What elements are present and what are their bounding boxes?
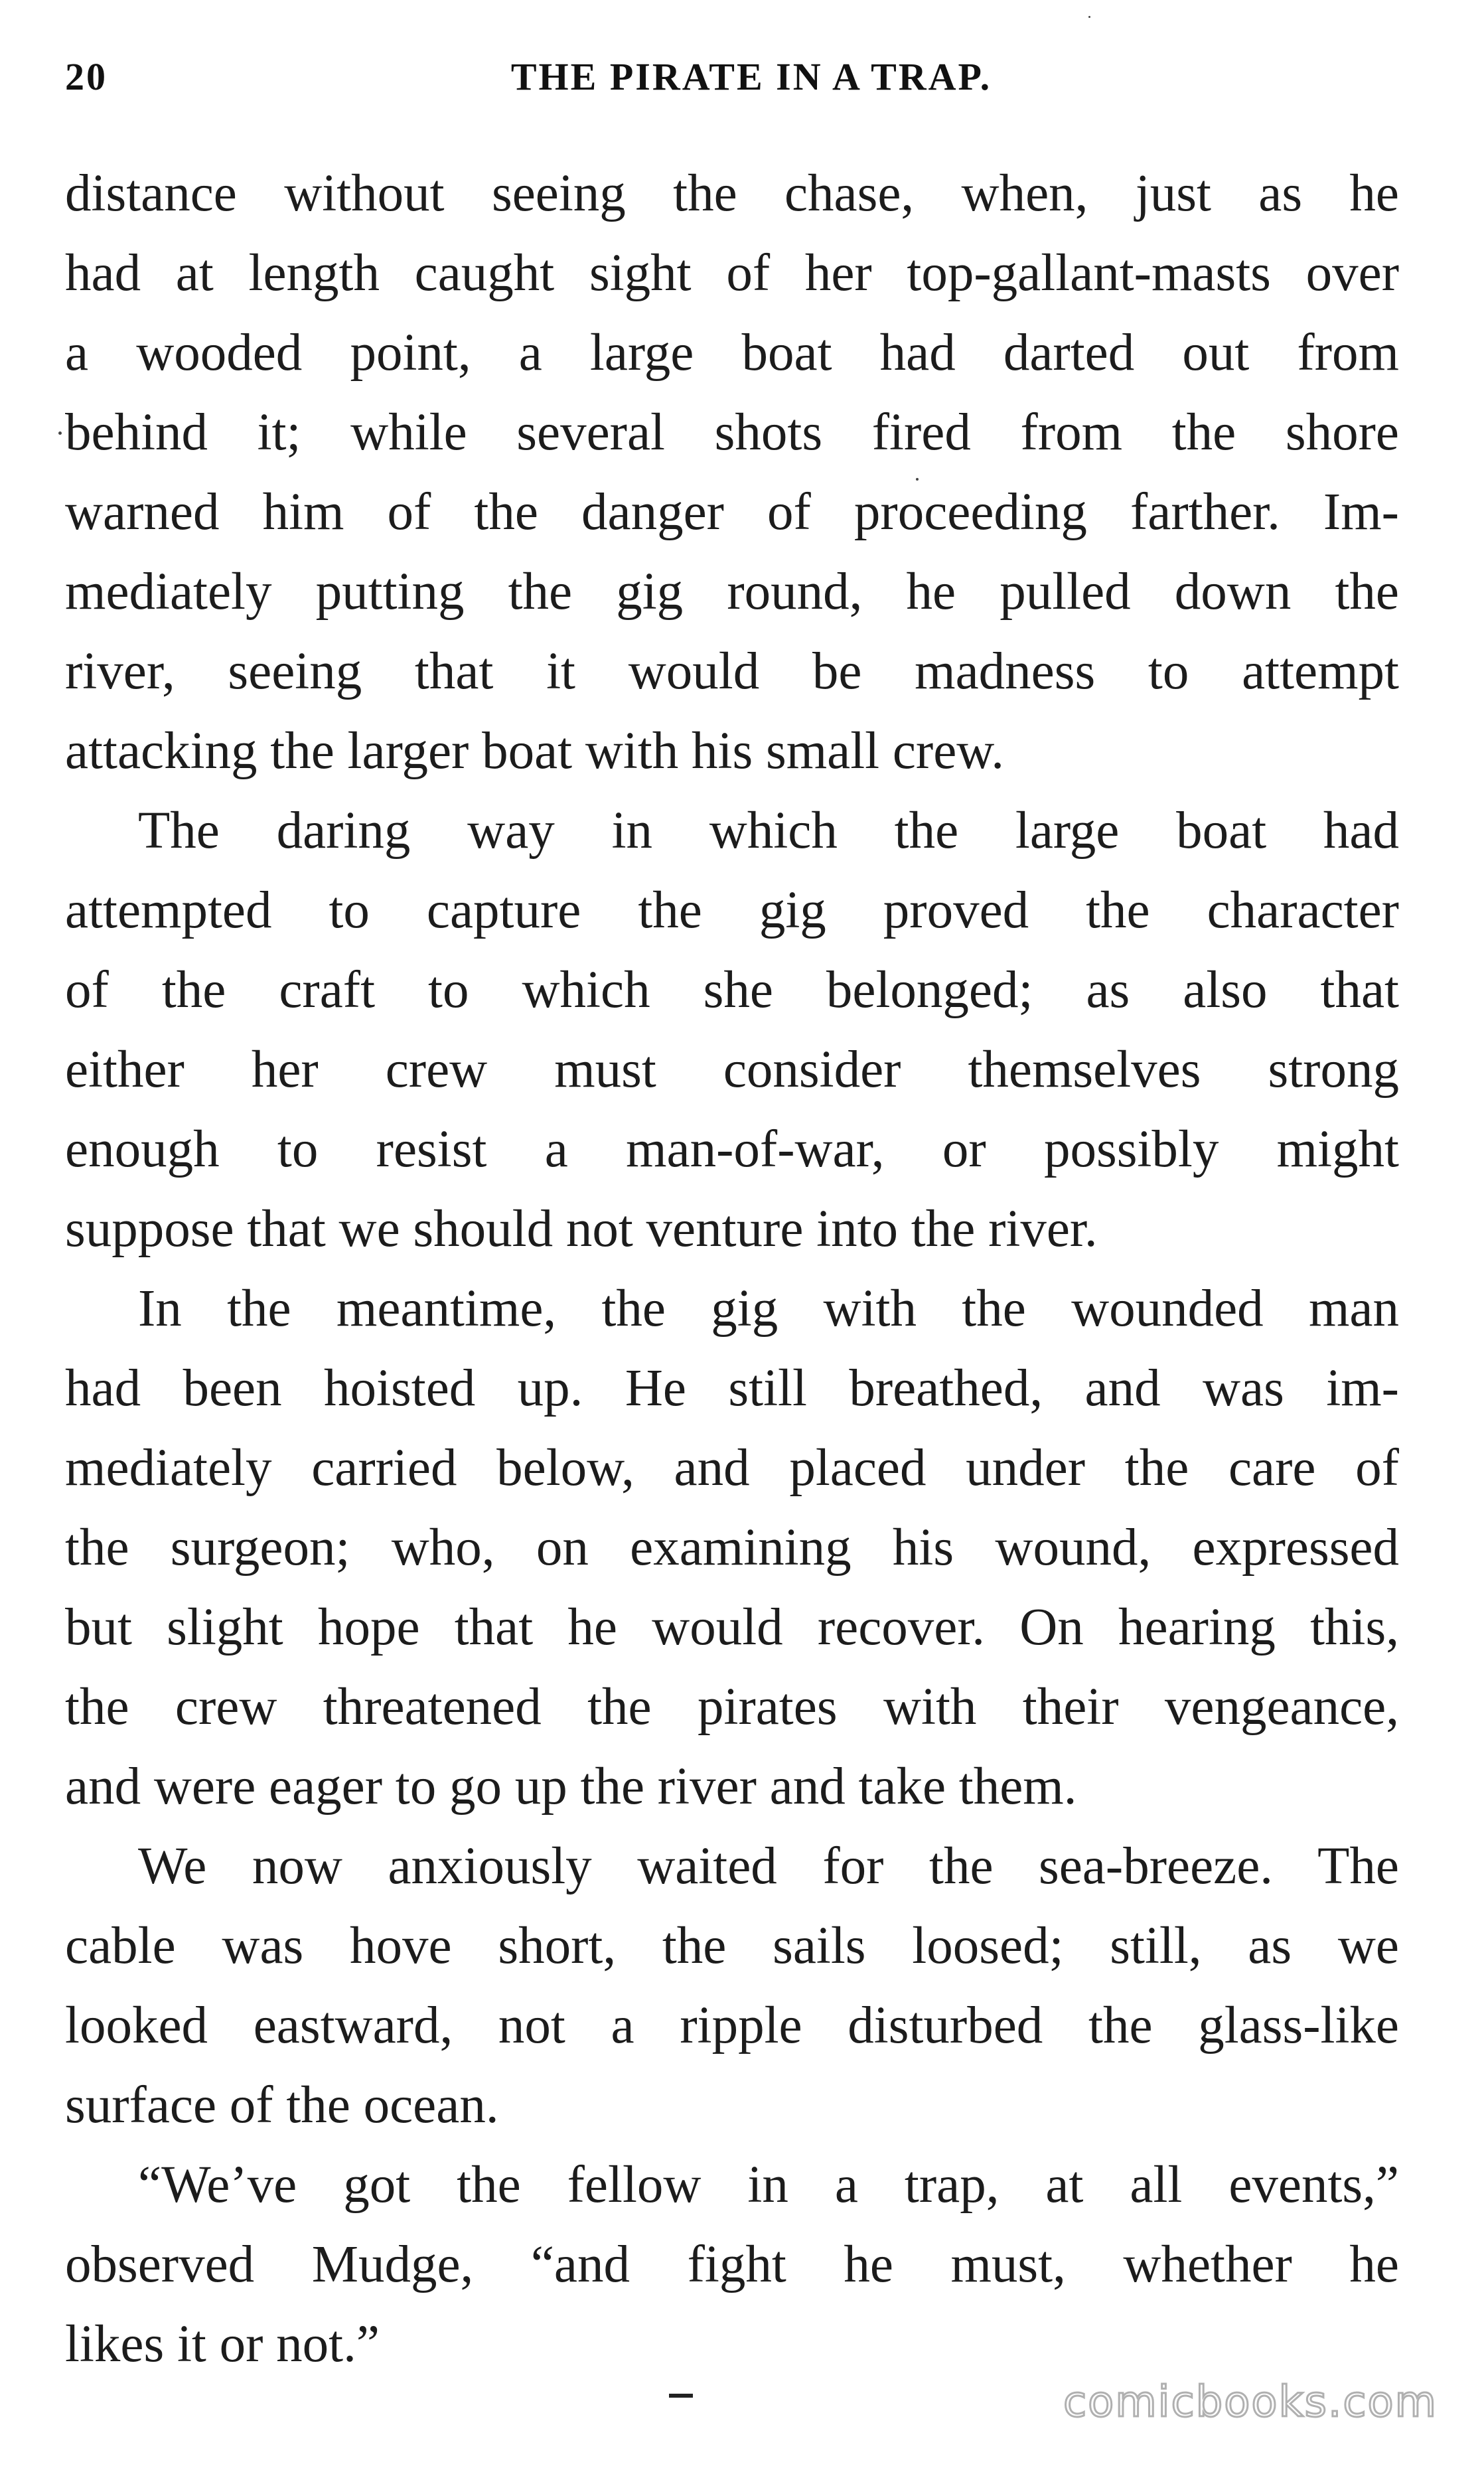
text-line: looked eastward, not a ripple disturbed the glass-like: [65, 1997, 1399, 2054]
text-line: river, seeing that it would be madness to attempt: [65, 643, 1399, 700]
text-line: warned him of the danger of proceeding farther. Im-: [65, 483, 1399, 541]
text-line: the surgeon; who, on examining his wound, expressed: [65, 1519, 1399, 1577]
text-line: either her crew must consider themselves strong: [65, 1041, 1399, 1099]
text-line: suppose that we should not venture into the river.: [65, 1200, 1098, 1258]
watermark: comicbooks.com: [1063, 2378, 1438, 2427]
text-line: behind it; while several shots fired from the shore: [65, 404, 1399, 461]
text-line: had been hoisted up. He still breathed, and was im-: [65, 1359, 1399, 1417]
paragraph-4: [65, 1827, 1399, 2145]
text-line: The daring way in which the large boat had: [138, 802, 1399, 860]
paragraph-2: [65, 791, 1399, 1269]
text-line: distance without seeing the chase, when, just as he: [65, 165, 1399, 222]
text-line: but slight hope that he would recover. On hearing this,: [65, 1598, 1399, 1656]
text-line: and were eager to go up the river and take them.: [65, 1758, 1077, 1816]
text-line: attempted to capture the gig proved the character: [65, 882, 1399, 939]
ink-speck: [916, 478, 919, 481]
ink-speck: [58, 431, 62, 435]
text-line: of the craft to which she belonged; as also that: [65, 961, 1399, 1019]
text-line: had at length caught sight of her top-gallant-masts over: [65, 244, 1399, 302]
text-line: likes it or not.”: [65, 2315, 380, 2373]
footer-dash: [669, 2394, 693, 2398]
running-title: THE PIRATE IN A TRAP.: [510, 55, 992, 98]
page-number: 20: [65, 55, 108, 98]
ink-speck: [1088, 16, 1090, 18]
text-line: cable was hove short, the sails loosed; still, as we: [65, 1917, 1399, 1975]
running-head: [65, 54, 1398, 108]
paragraph-5: [65, 2145, 1399, 2384]
text-line: mediately carried below, and placed under the care of: [65, 1439, 1399, 1497]
text-line: attacking the larger boat with his small crew.: [65, 722, 1004, 780]
paragraph-3: [65, 1269, 1399, 1827]
text-line: enough to resist a man-of-war, or possibly might: [65, 1121, 1399, 1178]
text-line: a wooded point, a large boat had darted out from: [65, 324, 1399, 382]
text-line: We now anxiously waited for the sea-breeze. The: [138, 1837, 1399, 1895]
text-line: observed Mudge, “and fight he must, whether he: [65, 2236, 1399, 2293]
text-line: surface of the ocean.: [65, 2076, 499, 2134]
paragraph-1: [65, 154, 1399, 791]
body-text: [65, 154, 1399, 2384]
text-line: “We’ve got the fellow in a trap, at all events,”: [138, 2156, 1399, 2214]
text-line: mediately putting the gig round, he pulled down the: [65, 563, 1399, 621]
text-line: the crew threatened the pirates with their vengeance,: [65, 1678, 1399, 1736]
text-line: In the meantime, the gig with the wounded man: [138, 1280, 1399, 1338]
